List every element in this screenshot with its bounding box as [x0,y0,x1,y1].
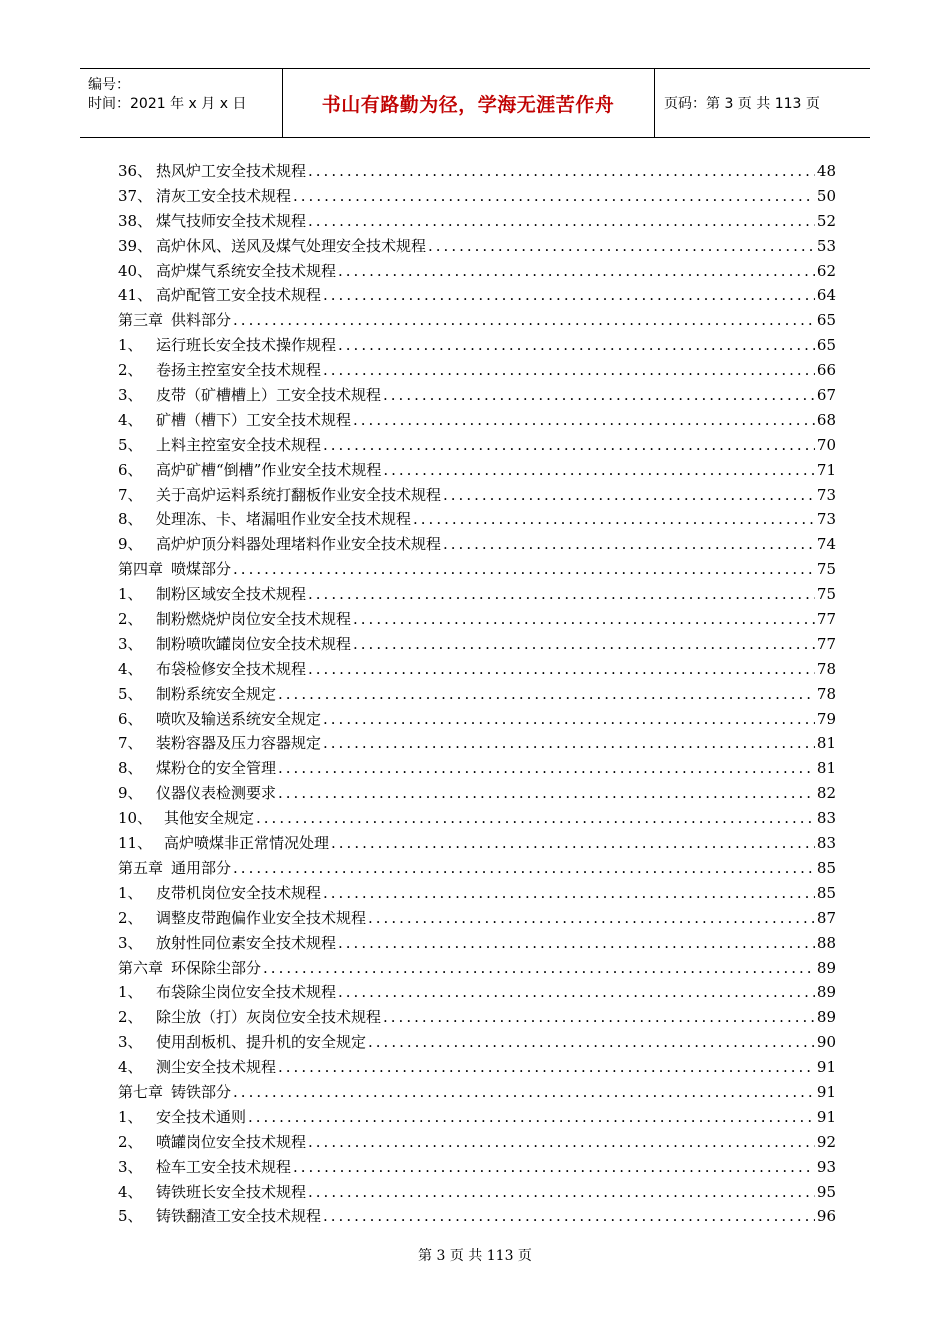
toc-entry-number: 3、 [118,386,143,405]
toc-entry-number: 6、 [118,709,143,728]
toc-entry[interactable] [118,632,836,657]
toc-chapter-entry[interactable] [118,1080,836,1105]
toc-entry-title: 供料部分 [171,311,232,330]
toc-entry-page: 96 [816,1207,836,1226]
toc-entry[interactable] [118,483,836,508]
toc-entry-number: 4、 [118,410,143,429]
toc-entry-page: 85 [816,858,836,877]
toc-entry-title: 其他安全规定 [164,809,255,828]
toc-entry-number: 3、 [118,933,143,952]
toc-entry-page: 81 [816,759,836,778]
toc-entry-page: 78 [816,659,836,678]
toc-entry-number: 7、 [118,734,143,753]
toc-entry[interactable] [118,1005,836,1030]
toc-chapter-entry[interactable] [118,308,836,333]
toc-entry[interactable] [118,1155,836,1180]
toc-entry-page: 83 [816,834,836,853]
toc-leader-dots [308,1180,815,1205]
toc-entry-title: 安全技术通则 [156,1107,247,1126]
toc-entry-title: 卷扬主控室安全技术规程 [156,361,322,380]
toc-entry-number: 4、 [118,659,143,678]
toc-entry-title: 上料主控室安全技术规程 [156,435,322,454]
toc-entry-page: 67 [816,386,836,405]
toc-leader-dots [308,209,815,234]
toc-entry-title: 运行班长安全技术操作规程 [156,336,337,355]
toc-entry-number: 第三章 [118,311,164,330]
toc-entry-number: 1、 [118,983,143,1002]
toc-entry-number: 1、 [118,883,143,902]
toc-leader-dots [338,259,815,284]
toc-entry-title: 铸铁部分 [171,1082,232,1101]
toc-leader-dots [293,1155,815,1180]
toc-entry-number: 2、 [118,1132,143,1151]
toc-entry[interactable] [118,209,836,234]
toc-entry-title: 皮带机岗位安全技术规程 [156,883,322,902]
toc-entry-number: 38、 [118,211,153,230]
toc-leader-dots [308,1130,815,1155]
toc-leader-dots [233,308,815,333]
toc-leader-dots [323,731,815,756]
toc-entry-page: 91 [816,1082,836,1101]
toc-entry-page: 73 [816,510,836,529]
toc-entry-title: 清灰工安全技术规程 [156,186,292,205]
toc-entry-title: 测尘安全技术规程 [156,1058,277,1077]
toc-entry-number: 6、 [118,460,143,479]
toc-entry-number: 第五章 [118,858,164,877]
toc-entry-page: 93 [816,1157,836,1176]
toc-leader-dots [263,956,815,981]
toc-entry[interactable] [118,881,836,906]
toc-entry-page: 73 [816,485,836,504]
toc-entry-title: 高炉矿槽“倒槽”作业安全技术规程 [156,460,382,479]
toc-leader-dots [233,557,815,582]
toc-leader-dots [368,1030,815,1055]
toc-entry-page: 75 [816,585,836,604]
toc-entry-number: 1、 [118,1107,143,1126]
toc-entry-number: 5、 [118,435,143,454]
toc-entry-page: 52 [816,211,836,230]
toc-entry[interactable] [118,781,836,806]
toc-leader-dots [368,906,815,931]
toc-entry-title: 制粉喷吹罐岗位安全技术规程 [156,634,352,653]
toc-entry[interactable] [118,582,836,607]
toc-leader-dots [353,632,815,657]
toc-entry[interactable] [118,458,836,483]
toc-entry-page: 71 [816,460,836,479]
toc-entry-number: 1、 [118,336,143,355]
toc-entry-page: 70 [816,435,836,454]
toc-entry-page: 74 [816,535,836,554]
toc-leader-dots [293,184,815,209]
toc-entry-title: 铸铁翻渣工安全技术规程 [156,1207,322,1226]
toc-leader-dots [233,856,815,881]
toc-entry-page: 75 [816,560,836,579]
toc-entry-number: 1、 [118,585,143,604]
toc-entry-title: 环保除尘部分 [171,958,262,977]
header-meta [80,69,283,137]
toc-leader-dots [443,532,815,557]
page-header [80,68,870,138]
toc-entry[interactable] [118,532,836,557]
header-page-info: 页码：第 3 页 共 113 页 [664,96,820,112]
toc-entry-title: 煤粉仓的安全管理 [156,759,277,778]
toc-entry-title: 高炉配管工安全技术规程 [156,286,322,305]
toc-entry[interactable] [118,731,836,756]
toc-entry-number: 9、 [118,784,143,803]
toc-entry-title: 使用刮板机、提升机的安全规定 [156,1033,367,1052]
toc-leader-dots [323,881,815,906]
toc-entry-number: 3、 [118,1033,143,1052]
toc-entry-title: 喷煤部分 [171,560,232,579]
toc-entry-page: 62 [816,261,836,280]
toc-entry-title: 布袋除尘岗位安全技术规程 [156,983,337,1002]
toc-entry-number: 3、 [118,1157,143,1176]
toc-leader-dots [383,458,815,483]
toc-entry-title: 煤气技师安全技术规程 [156,211,307,230]
serial-label: 编号： [88,77,130,93]
toc-entry-title: 通用部分 [171,858,232,877]
toc-leader-dots [278,682,815,707]
toc-chapter-entry[interactable] [118,956,836,981]
toc-entry-page: 65 [816,311,836,330]
toc-entry-page: 83 [816,809,836,828]
toc-entry[interactable] [118,159,836,184]
toc-entry-page: 77 [816,634,836,653]
toc-entry-number: 8、 [118,759,143,778]
toc-entry[interactable] [118,1030,836,1055]
toc-entry[interactable] [118,682,836,707]
toc-entry-page: 81 [816,734,836,753]
toc-entry-number: 3、 [118,634,143,653]
toc-entry-title: 布袋检修安全技术规程 [156,659,307,678]
toc-leader-dots [383,1005,815,1030]
toc-entry[interactable] [118,358,836,383]
toc-entry-title: 高炉煤气系统安全技术规程 [156,261,337,280]
page-footer: 第 3 页 共 113 页 [418,1248,532,1264]
toc-entry-number: 2、 [118,610,143,629]
toc-entry-number: 5、 [118,684,143,703]
toc-leader-dots [338,931,815,956]
toc-entry[interactable] [118,707,836,732]
toc-entry-page: 68 [816,410,836,429]
toc-entry-page: 90 [816,1033,836,1052]
toc-entry-title: 铸铁班长安全技术规程 [156,1182,307,1201]
toc-entry[interactable] [118,1180,836,1205]
toc-leader-dots [323,433,815,458]
toc-entry[interactable] [118,383,836,408]
toc-entry-number: 40、 [118,261,153,280]
toc-leader-dots [443,483,815,508]
toc-entry-title: 高炉喷煤非正常情况处理 [164,834,330,853]
toc-entry-page: 91 [816,1107,836,1126]
toc-entry-number: 39、 [118,236,153,255]
toc-entry-page: 82 [816,784,836,803]
toc-entry[interactable] [118,1130,836,1155]
toc-entry-number: 第四章 [118,560,164,579]
toc-leader-dots [233,1080,815,1105]
toc-entry-number: 5、 [118,1207,143,1226]
motto-text: 书山有路勤为径，学海无涯苦作舟 [321,93,615,116]
toc-entry-title: 仪器仪表检测要求 [156,784,277,803]
toc-entry-title: 制粉区域安全技术规程 [156,585,307,604]
toc-entry[interactable] [118,433,836,458]
toc-entry[interactable] [118,1204,836,1229]
toc-entry-page: 92 [816,1132,836,1151]
toc-entry-page: 89 [816,983,836,1002]
toc-chapter-entry[interactable] [118,557,836,582]
toc-entry-title: 放射性同位素安全技术规程 [156,933,337,952]
toc-entry-number: 2、 [118,1008,143,1027]
toc-entry-number: 9、 [118,535,143,554]
toc-leader-dots [308,657,815,682]
toc-entry[interactable] [118,234,836,259]
toc-leader-dots [308,582,815,607]
toc-entry-page: 88 [816,933,836,952]
toc-entry-title: 处理冻、卡、堵漏咀作业安全技术规程 [156,510,412,529]
toc-entry-title: 矿槽（槽下）工安全技术规程 [156,410,352,429]
toc-entry-number: 11、 [118,834,153,853]
toc-entry-number: 36、 [118,162,153,180]
toc-entry[interactable] [118,408,836,433]
toc-entry-title: 装粉容器及压力容器规定 [156,734,322,753]
toc-leader-dots [308,159,815,184]
toc-entry-title: 制粉燃烧炉岗位安全技术规程 [156,610,352,629]
toc-entry[interactable] [118,259,836,284]
date-label: 时间：2021 年 x 月 x 日 [88,96,247,112]
toc-leader-dots [353,408,815,433]
toc-entry-number: 7、 [118,485,143,504]
toc-leader-dots [353,607,815,632]
toc-entry-page: 95 [816,1182,836,1201]
toc-entry-title: 制粉系统安全规定 [156,684,277,703]
toc-entry-number: 第六章 [118,958,164,977]
toc-entry[interactable] [118,184,836,209]
toc-entry[interactable] [118,931,836,956]
toc-entry-number: 第七章 [118,1082,164,1101]
toc-chapter-entry[interactable] [118,856,836,881]
toc-entry-number: 37、 [118,186,153,205]
toc-leader-dots [338,333,815,358]
toc-entry[interactable] [118,333,836,358]
toc-entry[interactable] [118,1055,836,1080]
toc-entry-title: 皮带（矿槽槽上）工安全技术规程 [156,386,382,405]
toc-entry-page: 78 [816,684,836,703]
toc-leader-dots [278,1055,815,1080]
toc-entry[interactable] [118,283,836,308]
toc-entry-page: 89 [816,1008,836,1027]
toc-entry-number: 4、 [118,1182,143,1201]
toc-leader-dots [323,1204,815,1229]
toc-leader-dots [323,358,815,383]
toc-entry[interactable] [118,756,836,781]
toc-leader-dots [413,507,815,532]
toc-entry-page: 79 [816,709,836,728]
toc-entry-number: 8、 [118,510,143,529]
toc-entry-title: 高炉炉顶分料器处理堵料作业安全技术规程 [156,535,442,554]
toc-leader-dots [428,234,815,259]
toc-entry[interactable] [118,831,836,856]
toc-entry[interactable] [118,1105,836,1130]
toc-entry-title: 检车工安全技术规程 [156,1157,292,1176]
toc-entry-number: 41、 [118,286,153,305]
toc-entry-page: 65 [816,336,836,355]
toc-leader-dots [323,283,815,308]
toc-entry-title: 热风炉工安全技术规程 [156,162,307,180]
toc-entry-page: 89 [816,958,836,977]
toc-entry-number: 4、 [118,1058,143,1077]
toc-leader-dots [338,980,815,1005]
toc-entry[interactable] [118,607,836,632]
toc-entry-page: 48 [816,162,836,180]
toc-entry-page: 77 [816,610,836,629]
toc-entry-number: 2、 [118,908,143,927]
toc-entry[interactable] [118,507,836,532]
toc-entry[interactable] [118,980,836,1005]
toc-entry[interactable] [118,806,836,831]
toc-leader-dots [256,806,815,831]
toc-leader-dots [383,383,815,408]
toc-entry-number: 2、 [118,361,143,380]
toc-entry-page: 85 [816,883,836,902]
toc-entry[interactable] [118,657,836,682]
toc-entry-page: 53 [816,236,836,255]
toc-leader-dots [331,831,815,856]
toc-entry-page: 91 [816,1058,836,1077]
toc-entry[interactable] [118,906,836,931]
table-of-contents [118,159,836,1229]
toc-entry-title: 调整皮带跑偏作业安全技术规程 [156,908,367,927]
toc-entry-page: 64 [816,286,836,305]
toc-entry-number: 10、 [118,809,153,828]
toc-entry-page: 87 [816,908,836,927]
toc-entry-title: 高炉休风、送风及煤气处理安全技术规程 [156,236,427,255]
toc-entry-title: 喷罐岗位安全技术规程 [156,1132,307,1151]
toc-entry-title: 除尘放（打）灰岗位安全技术规程 [156,1008,382,1027]
toc-leader-dots [323,707,815,732]
toc-leader-dots [278,781,815,806]
header-motto [282,69,655,137]
toc-entry-title: 喷吹及输送系统安全规定 [156,709,322,728]
toc-leader-dots [248,1105,815,1130]
toc-leader-dots [278,756,815,781]
toc-entry-page: 50 [816,186,836,205]
toc-entry-title: 关于高炉运料系统打翻板作业安全技术规程 [156,485,442,504]
toc-entry-page: 66 [816,361,836,380]
